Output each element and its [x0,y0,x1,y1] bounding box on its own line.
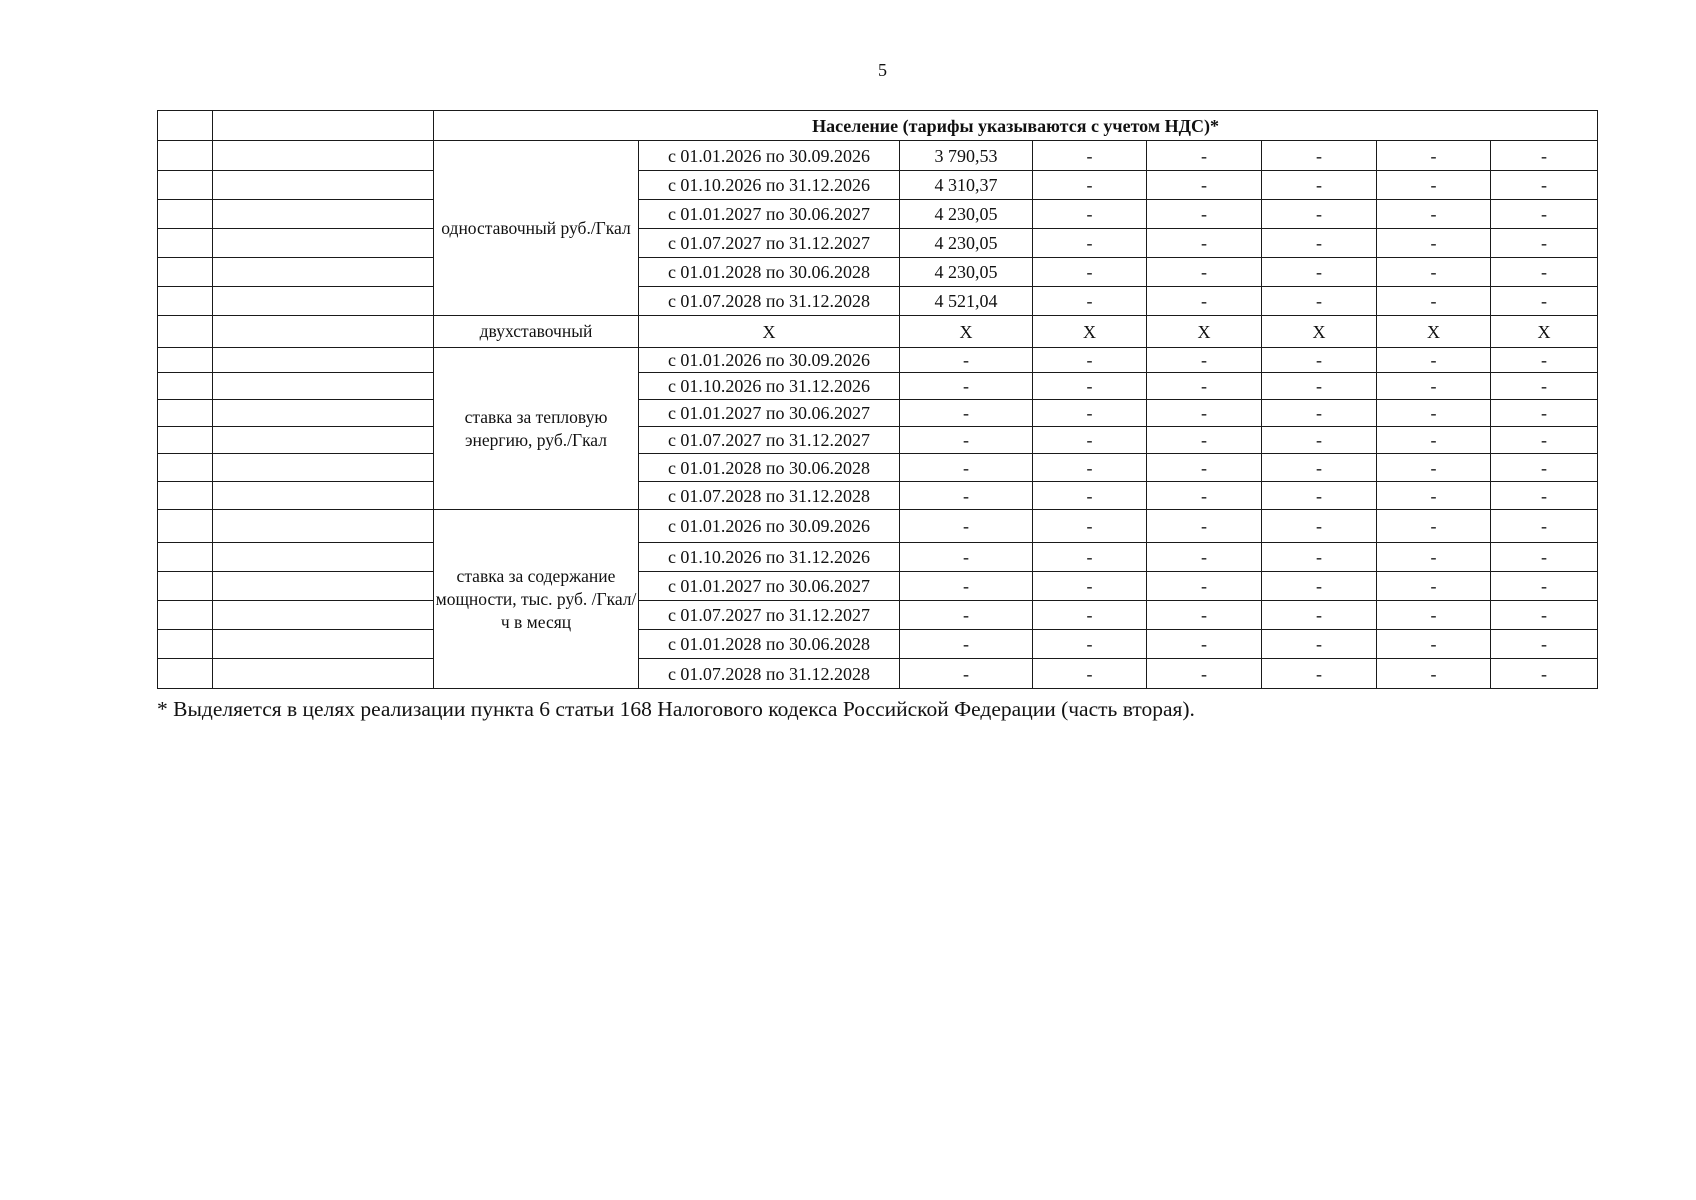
value-cell: - [1262,543,1377,572]
name-cell [213,510,434,543]
value-cell: - [1491,348,1598,373]
period-cell: с 01.07.2027 по 31.12.2027 [639,229,900,258]
tariff-value-cell: 4 310,37 [900,171,1033,200]
value-cell: - [1377,510,1491,543]
value-cell: - [1033,572,1147,601]
value-cell: - [1147,543,1262,572]
value-cell: - [1491,229,1598,258]
value-cell: - [1262,510,1377,543]
single-rate-group: одноставочный руб./Гкал [434,141,639,316]
number-cell [158,630,213,659]
value-cell: - [1491,601,1598,630]
value-cell: - [1147,659,1262,689]
value-cell: - [1377,200,1491,229]
period-cell: с 01.10.2026 по 31.12.2026 [639,373,900,400]
value-cell: - [1262,258,1377,287]
value-cell: - [1491,510,1598,543]
value-cell: - [1262,454,1377,482]
value-cell: - [1147,258,1262,287]
value-cell: - [1147,200,1262,229]
period-cell: с 01.07.2028 по 31.12.2028 [639,287,900,316]
value-cell: - [1377,572,1491,601]
period-cell: с 01.01.2028 по 30.06.2028 [639,630,900,659]
value-cell: - [1262,400,1377,427]
tariff-value-cell: - [900,601,1033,630]
value-cell: - [1262,601,1377,630]
value-cell: - [1491,454,1598,482]
value-cell: - [1147,171,1262,200]
value-cell: - [1262,287,1377,316]
table-row [158,601,1598,630]
tariff-value-cell: 4 521,04 [900,287,1033,316]
number-cell [158,482,213,510]
table-row [158,543,1598,572]
number-cell [158,111,213,141]
table-row [158,510,1598,543]
value-cell: - [1033,200,1147,229]
value-cell: - [1377,258,1491,287]
table-row [158,141,1598,171]
value-cell: - [1262,427,1377,454]
value-cell: - [1147,229,1262,258]
name-cell [213,630,434,659]
value-cell: - [1262,141,1377,171]
value-cell: - [1033,229,1147,258]
number-cell [158,229,213,258]
value-cell: - [1377,482,1491,510]
value-cell: - [1262,171,1377,200]
value-cell: - [1033,287,1147,316]
name-cell [213,348,434,373]
value-cell: - [1491,258,1598,287]
name-cell [213,427,434,454]
number-cell [158,171,213,200]
name-cell [213,171,434,200]
value-cell: - [1147,141,1262,171]
value-cell: - [1147,601,1262,630]
value-cell: - [1147,482,1262,510]
table-row [158,258,1598,287]
value-cell: - [1377,141,1491,171]
number-cell [158,427,213,454]
table-header-row [158,111,1598,141]
tariff-value-cell: 4 230,05 [900,200,1033,229]
period-cell: с 01.07.2028 по 31.12.2028 [639,659,900,689]
table-row [158,229,1598,258]
number-cell [158,572,213,601]
value-cell: - [1377,287,1491,316]
number-cell [158,287,213,316]
number-cell [158,316,213,348]
value-cell: - [1033,373,1147,400]
number-cell [158,200,213,229]
table-row [158,287,1598,316]
value-cell: - [1033,454,1147,482]
period-cell: с 01.01.2026 по 30.09.2026 [639,510,900,543]
value-cell: - [1033,171,1147,200]
value-cell: X [1033,316,1147,348]
value-cell: - [1491,400,1598,427]
value-cell: - [1147,454,1262,482]
number-cell [158,601,213,630]
value-cell: - [1491,200,1598,229]
period-cell: X [639,316,900,348]
period-cell: с 01.07.2028 по 31.12.2028 [639,482,900,510]
value-cell: - [1262,200,1377,229]
value-cell: - [1491,630,1598,659]
name-cell [213,316,434,348]
period-cell: с 01.01.2027 по 30.06.2027 [639,400,900,427]
value-cell: X [1262,316,1377,348]
value-cell: - [1033,601,1147,630]
tariff-table [157,110,1598,689]
value-cell: - [1491,659,1598,689]
tariff-value-cell: - [900,543,1033,572]
value-cell: - [1262,229,1377,258]
tariff-value-cell: - [900,348,1033,373]
number-cell [158,510,213,543]
value-cell: - [1377,543,1491,572]
name-cell [213,229,434,258]
value-cell: - [1491,171,1598,200]
table-row [158,454,1598,482]
heat-energy-rate-group: ставка за тепловую энергию, руб./Гкал [434,348,639,510]
table-row [158,482,1598,510]
name-cell [213,287,434,316]
period-cell: с 01.07.2027 по 31.12.2027 [639,601,900,630]
number-cell [158,543,213,572]
value-cell: - [1033,258,1147,287]
value-cell: - [1491,141,1598,171]
name-cell [213,141,434,171]
table-row [158,427,1598,454]
value-cell: - [1147,348,1262,373]
value-cell: - [1033,630,1147,659]
value-cell: - [1033,427,1147,454]
table-row [158,348,1598,373]
value-cell: - [1147,400,1262,427]
tariff-value-cell: 4 230,05 [900,258,1033,287]
tariff-value-cell: X [900,316,1033,348]
tariff-value-cell: - [900,659,1033,689]
value-cell: - [1147,287,1262,316]
value-cell: - [1147,630,1262,659]
table-row [158,659,1598,689]
value-cell: - [1377,400,1491,427]
table-row [158,373,1598,400]
name-cell [213,373,434,400]
value-cell: - [1147,572,1262,601]
period-cell: с 01.01.2026 по 30.09.2026 [639,348,900,373]
number-cell [158,373,213,400]
value-cell: X [1377,316,1491,348]
value-cell: - [1147,373,1262,400]
value-cell: - [1262,630,1377,659]
number-cell [158,258,213,287]
page-number: 5 [878,60,887,80]
value-cell: - [1033,659,1147,689]
footnote: * Выделяется в целях реализации пункта 6 статьи 168 Налогового кодекса Российской Федерации (часть вторая). [157,697,1195,721]
value-cell: - [1262,348,1377,373]
tariff-value-cell: - [900,373,1033,400]
value-cell: - [1262,373,1377,400]
value-cell: - [1377,659,1491,689]
value-cell: - [1147,510,1262,543]
tariff-value-cell: - [900,454,1033,482]
value-cell: - [1377,171,1491,200]
period-cell: с 01.01.2028 по 30.06.2028 [639,454,900,482]
value-cell: - [1262,482,1377,510]
value-cell: - [1377,454,1491,482]
table-row [158,200,1598,229]
name-cell [213,572,434,601]
period-cell: с 01.07.2027 по 31.12.2027 [639,427,900,454]
value-cell: - [1491,572,1598,601]
tariff-value-cell: - [900,482,1033,510]
number-cell [158,454,213,482]
value-cell: - [1033,348,1147,373]
value-cell: - [1033,482,1147,510]
table-row [158,572,1598,601]
two-rate-group: двухставочный [434,316,639,348]
tariff-value-cell: - [900,400,1033,427]
value-cell: - [1033,543,1147,572]
table-row [158,171,1598,200]
value-cell: - [1377,601,1491,630]
value-cell: - [1262,659,1377,689]
table-row [158,630,1598,659]
number-cell [158,348,213,373]
value-cell: - [1033,510,1147,543]
name-cell [213,258,434,287]
tariff-value-cell: - [900,510,1033,543]
value-cell: - [1377,229,1491,258]
period-cell: с 01.10.2026 по 31.12.2026 [639,171,900,200]
name-cell [213,482,434,510]
value-cell: X [1491,316,1598,348]
tariff-value-cell: 3 790,53 [900,141,1033,171]
tariff-value-cell: - [900,427,1033,454]
value-cell: - [1147,427,1262,454]
period-cell: с 01.01.2026 по 30.09.2026 [639,141,900,171]
value-cell: - [1377,348,1491,373]
name-cell [213,400,434,427]
name-cell [213,601,434,630]
name-cell [213,659,434,689]
tariff-value-cell: - [900,572,1033,601]
value-cell: - [1377,630,1491,659]
name-cell [213,543,434,572]
population-header: Население (тарифы указываются с учетом НДС)* [434,111,1598,141]
period-cell: с 01.01.2028 по 30.06.2028 [639,258,900,287]
capacity-rate-group: ставка за содержание мощности, тыс. руб. /Гкал/ч в месяц [434,510,639,689]
tariff-value-cell: 4 230,05 [900,229,1033,258]
value-cell: - [1491,543,1598,572]
number-cell [158,141,213,171]
period-cell: с 01.01.2027 по 30.06.2027 [639,200,900,229]
value-cell: - [1491,482,1598,510]
value-cell: - [1262,572,1377,601]
value-cell: - [1491,287,1598,316]
value-cell: - [1033,141,1147,171]
tariff-value-cell: - [900,630,1033,659]
value-cell: - [1033,400,1147,427]
value-cell: - [1491,427,1598,454]
period-cell: с 01.01.2027 по 30.06.2027 [639,572,900,601]
value-cell: - [1377,427,1491,454]
name-cell [213,454,434,482]
value-cell: X [1147,316,1262,348]
period-cell: с 01.10.2026 по 31.12.2026 [639,543,900,572]
value-cell: - [1377,373,1491,400]
name-cell [213,111,434,141]
table-row [158,400,1598,427]
number-cell [158,400,213,427]
number-cell [158,659,213,689]
value-cell: - [1491,373,1598,400]
table-row [158,316,1598,348]
name-cell [213,200,434,229]
